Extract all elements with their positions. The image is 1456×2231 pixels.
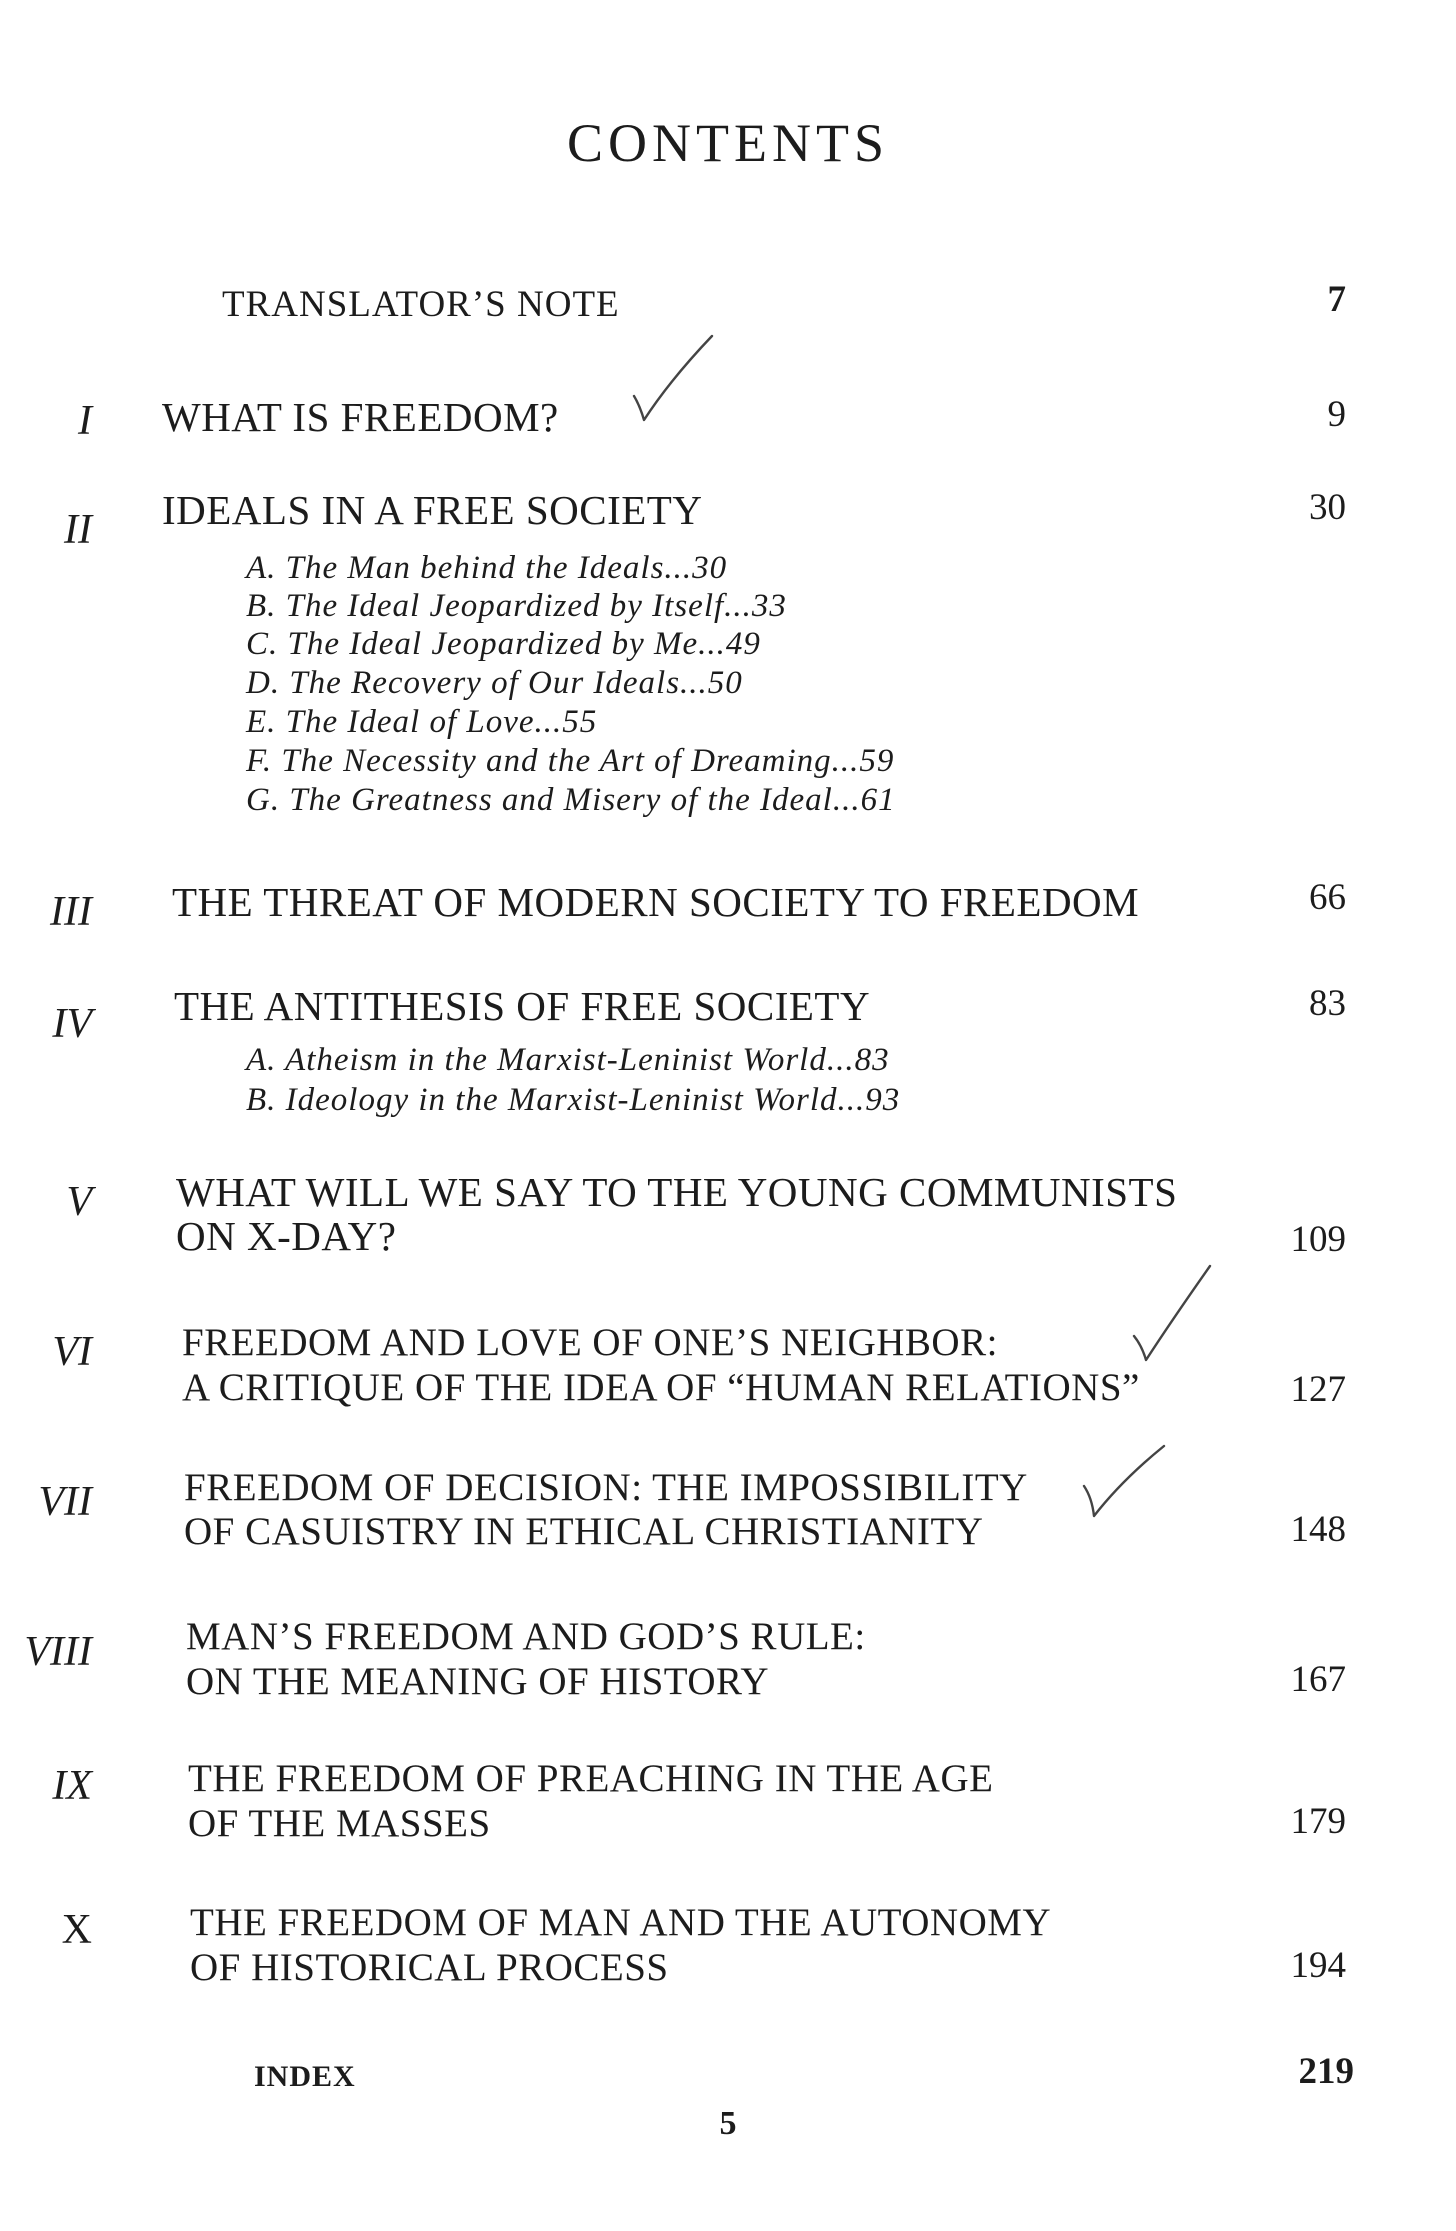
chapter-title-line: ON THE MEANING OF HISTORY bbox=[186, 1660, 770, 1703]
section-entry: A. Atheism in the Marxist-Leninist World...83 bbox=[246, 1042, 890, 1078]
chapter-title-line: MAN’S FREEDOM AND GOD’S RULE: bbox=[186, 1615, 866, 1658]
index-page: 219 bbox=[1298, 2051, 1354, 2092]
chapter-numeral: IV bbox=[52, 1001, 92, 1047]
chapter-title-line: OF CASUISTRY IN ETHICAL CHRISTIANITY bbox=[184, 1510, 984, 1553]
front-matter-page: 7 bbox=[1327, 279, 1346, 320]
section-entry: D. The Recovery of Our Ideals...50 bbox=[246, 665, 743, 701]
chapter-title bbox=[184, 1466, 1028, 1554]
section-entry: B. The Ideal Jeopardized by Itself...33 bbox=[246, 588, 787, 624]
chapter-title-line: ON X-DAY? bbox=[176, 1213, 397, 1259]
chapter-page: 127 bbox=[1290, 1369, 1346, 1410]
check-mark-icon bbox=[1130, 1260, 1220, 1370]
section-entry: F. The Necessity and the Art of Dreaming...59 bbox=[246, 743, 895, 779]
chapter-title: THE ANTITHESIS OF FREE SOCIETY bbox=[174, 983, 871, 1029]
chapter-page: 30 bbox=[1309, 487, 1346, 528]
index-label: INDEX bbox=[254, 2060, 356, 2093]
chapter-title-line: OF HISTORICAL PROCESS bbox=[190, 1946, 669, 1989]
chapter-numeral: X bbox=[61, 1907, 92, 1953]
chapter-numeral: II bbox=[64, 507, 92, 553]
section-entry: G. The Greatness and Misery of the Ideal...61 bbox=[246, 782, 896, 818]
chapter-title-line: A CRITIQUE OF THE IDEA OF “HUMAN RELATIONS” bbox=[182, 1366, 1140, 1409]
chapter-page: 9 bbox=[1327, 394, 1346, 435]
chapter-numeral: VIII bbox=[24, 1629, 92, 1675]
front-matter-label: TRANSLATOR’S NOTE bbox=[222, 284, 620, 325]
chapter-page: 148 bbox=[1290, 1509, 1346, 1550]
chapter-title: WHAT IS FREEDOM? bbox=[162, 394, 559, 440]
chapter-title: IDEALS IN A FREE SOCIETY bbox=[162, 487, 703, 533]
chapter-title-line: OF THE MASSES bbox=[188, 1802, 491, 1845]
chapter-title-line: FREEDOM OF DECISION: THE IMPOSSIBILITY bbox=[184, 1466, 1028, 1509]
check-mark-icon bbox=[630, 330, 720, 430]
chapter-title-line: WHAT WILL WE SAY TO THE YOUNG COMMUNISTS bbox=[176, 1169, 1178, 1215]
chapter-title bbox=[188, 1756, 993, 1846]
chapter-numeral: III bbox=[50, 889, 92, 935]
chapter-title-line: THE FREEDOM OF MAN AND THE AUTONOMY bbox=[190, 1901, 1052, 1944]
chapter-title bbox=[176, 1170, 1177, 1258]
section-entry: B. Ideology in the Marxist-Leninist World...93 bbox=[246, 1082, 901, 1118]
page-number: 5 bbox=[719, 2105, 737, 2142]
chapter-page: 109 bbox=[1290, 1219, 1346, 1260]
chapter-numeral: IX bbox=[52, 1763, 92, 1809]
chapter-numeral: V bbox=[66, 1179, 92, 1225]
page-title: CONTENTS bbox=[567, 113, 889, 173]
chapter-page: 66 bbox=[1309, 877, 1346, 918]
chapter-title bbox=[186, 1614, 866, 1704]
chapter-page: 167 bbox=[1290, 1659, 1346, 1700]
chapter-title bbox=[182, 1320, 1140, 1410]
chapter-title-line: THE FREEDOM OF PREACHING IN THE AGE bbox=[188, 1757, 994, 1800]
chapter-numeral: I bbox=[78, 398, 92, 444]
chapter-page: 194 bbox=[1290, 1945, 1346, 1986]
chapter-title-line: FREEDOM AND LOVE OF ONE’S NEIGHBOR: bbox=[182, 1321, 998, 1364]
chapter-title bbox=[190, 1900, 1051, 1990]
section-entry: C. The Ideal Jeopardized by Me...49 bbox=[246, 626, 761, 662]
section-entry: E. The Ideal of Love...55 bbox=[246, 704, 598, 740]
section-entry: A. The Man behind the Ideals...30 bbox=[246, 550, 728, 586]
chapter-page: 179 bbox=[1290, 1801, 1346, 1842]
chapter-numeral: VI bbox=[52, 1329, 92, 1375]
chapter-page: 83 bbox=[1309, 983, 1346, 1024]
chapter-numeral: VII bbox=[38, 1479, 92, 1525]
check-mark-icon bbox=[1080, 1440, 1170, 1530]
chapter-title: THE THREAT OF MODERN SOCIETY TO FREEDOM bbox=[172, 879, 1140, 925]
